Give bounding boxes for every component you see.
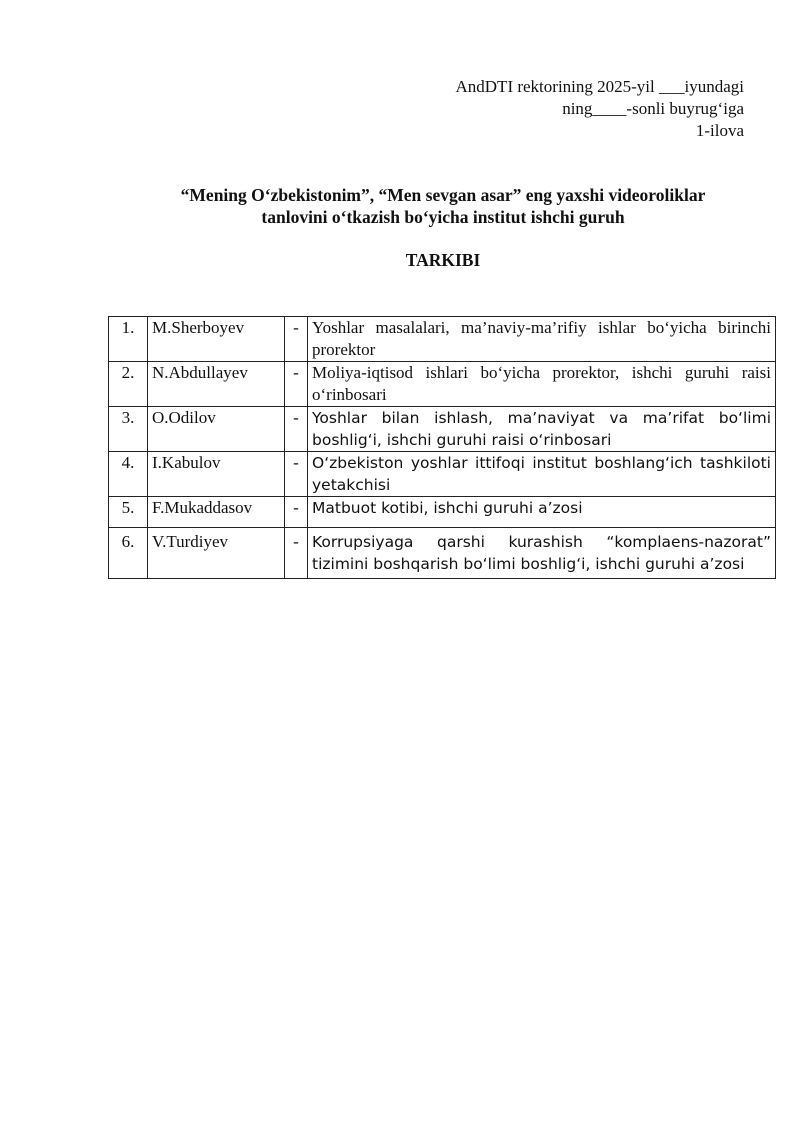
- member-role: Yoshlar masalalari, ma’naviy-ma’rifiy ishlar bo‘yicha birinchi prorektor: [308, 317, 776, 362]
- row-dash: -: [285, 452, 308, 497]
- row-number: 5.: [109, 497, 148, 528]
- member-name: F.Mukaddasov: [148, 497, 285, 528]
- table-row: [109, 528, 776, 579]
- member-role: O‘zbekiston yoshlar ittifoqi institut boshlang‘ich tashkiloti yetakchisi: [308, 452, 776, 497]
- table-row: [109, 407, 776, 452]
- member-name: N.Abdullayev: [148, 362, 285, 407]
- row-dash: -: [285, 497, 308, 528]
- table-row: [109, 452, 776, 497]
- approval-note: [456, 76, 745, 142]
- row-dash: -: [285, 362, 308, 407]
- row-number: 3.: [109, 407, 148, 452]
- approval-line-1: AndDTI rektorining 2025-yil ___iyundagi: [455, 77, 744, 96]
- row-number: 2.: [109, 362, 148, 407]
- member-name: M.Sherboyev: [148, 317, 285, 362]
- row-number: 6.: [109, 528, 148, 579]
- member-role: Korrupsiyaga qarshi kurashish “komplaens-nazorat” tizimini boshqarish bo‘limi boshlig‘i, ishchi guruhi a’zosi: [308, 528, 776, 579]
- title-line-1: “Mening O‘zbekistonim”, “Men sevgan asar” eng yaxshi videoroliklar: [180, 185, 706, 205]
- row-number: 4.: [109, 452, 148, 497]
- member-role: Moliya-iqtisod ishlari bo‘yicha prorektor, ishchi guruhi raisi o‘rinbosari: [308, 362, 776, 407]
- document-subtitle: TARKIBI: [405, 250, 481, 270]
- approval-line-2: ning____-sonli buyrug‘iga: [562, 99, 744, 118]
- document-title: [0, 184, 800, 228]
- row-dash: -: [285, 407, 308, 452]
- member-role: Matbuot kotibi, ishchi guruhi a’zosi: [308, 497, 776, 528]
- appendix-number: 1-ilova: [695, 121, 744, 140]
- member-role: Yoshlar bilan ishlash, ma’naviyat va ma’rifat bo‘limi boshlig‘i, ishchi guruhi raisi o‘rinbosari: [308, 407, 776, 452]
- row-dash: -: [285, 528, 308, 579]
- table-row: [109, 317, 776, 362]
- row-dash: -: [285, 317, 308, 362]
- members-table: [108, 316, 776, 579]
- table-row: [109, 362, 776, 407]
- row-number: 1.: [109, 317, 148, 362]
- member-name: I.Kabulov: [148, 452, 285, 497]
- member-name: V.Turdiyev: [148, 528, 285, 579]
- title-line-2: tanlovini o‘tkazish bo‘yicha institut ishchi guruh: [261, 207, 625, 227]
- member-name: O.Odilov: [148, 407, 285, 452]
- table-row: [109, 497, 776, 528]
